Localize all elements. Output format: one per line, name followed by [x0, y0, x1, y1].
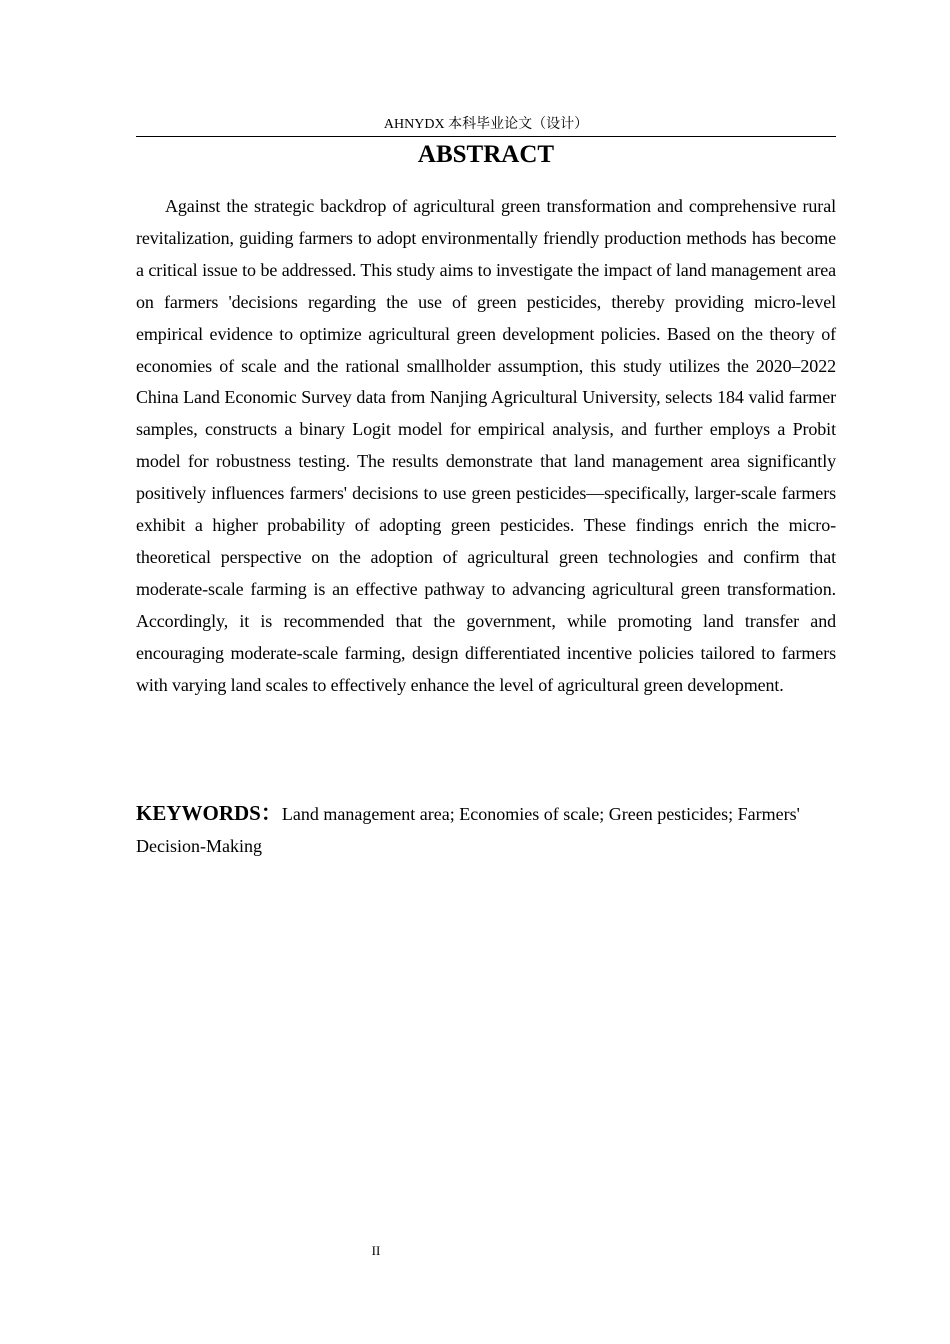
abstract-body: Against the strategic backdrop of agricultural green transformation and comprehensive rural revitalization, guiding farmers to adopt environmentally friendly production methods has become a critical issue to be addressed. This study aims to investigate the impact of land management area on farmers 'decisions regarding the use of green pesticides, thereby providing micro-level empirical evidence to optimize agricultural green development policies. Based on the theory of economies of scale and the rational smallholder assumption, this study utilizes the 2020–2022 China Land Economic Survey data from Nanjing Agricultural University, selects 184 valid farmer samples, constructs a binary Logit model for empirical analysis, and further employs a Probit model for robustness testing. The results demonstrate that land management area significantly positively influences farmers' decisions to use green pesticides—specifically, larger-scale farmers exhibit a higher probability of adopting green pesticides. These findings enrich the micro-theoretical perspective on the adoption of agricultural green technologies and confirm that moderate-scale farming is an effective pathway to advancing agricultural green transformation. Accordingly, it is recommended that the government, while promoting land transfer and encouraging moderate-scale farming, design differentiated incentive policies tailored to farmers with varying land scales to effectively enhance the level of agricultural green development.: [136, 196, 836, 695]
running-header: AHNYDX 本科毕业论文（设计）: [383, 117, 589, 132]
keywords-label: KEYWORDS：: [136, 801, 282, 825]
header-rule: [136, 136, 836, 137]
page-number: II: [371, 1243, 381, 1258]
keywords-section: [136, 797, 836, 862]
keywords-text: Land management area; Economies of scale; Green pesticides; Farmers' Decision-Making: [136, 804, 800, 856]
abstract-title: ABSTRACT: [417, 141, 555, 168]
